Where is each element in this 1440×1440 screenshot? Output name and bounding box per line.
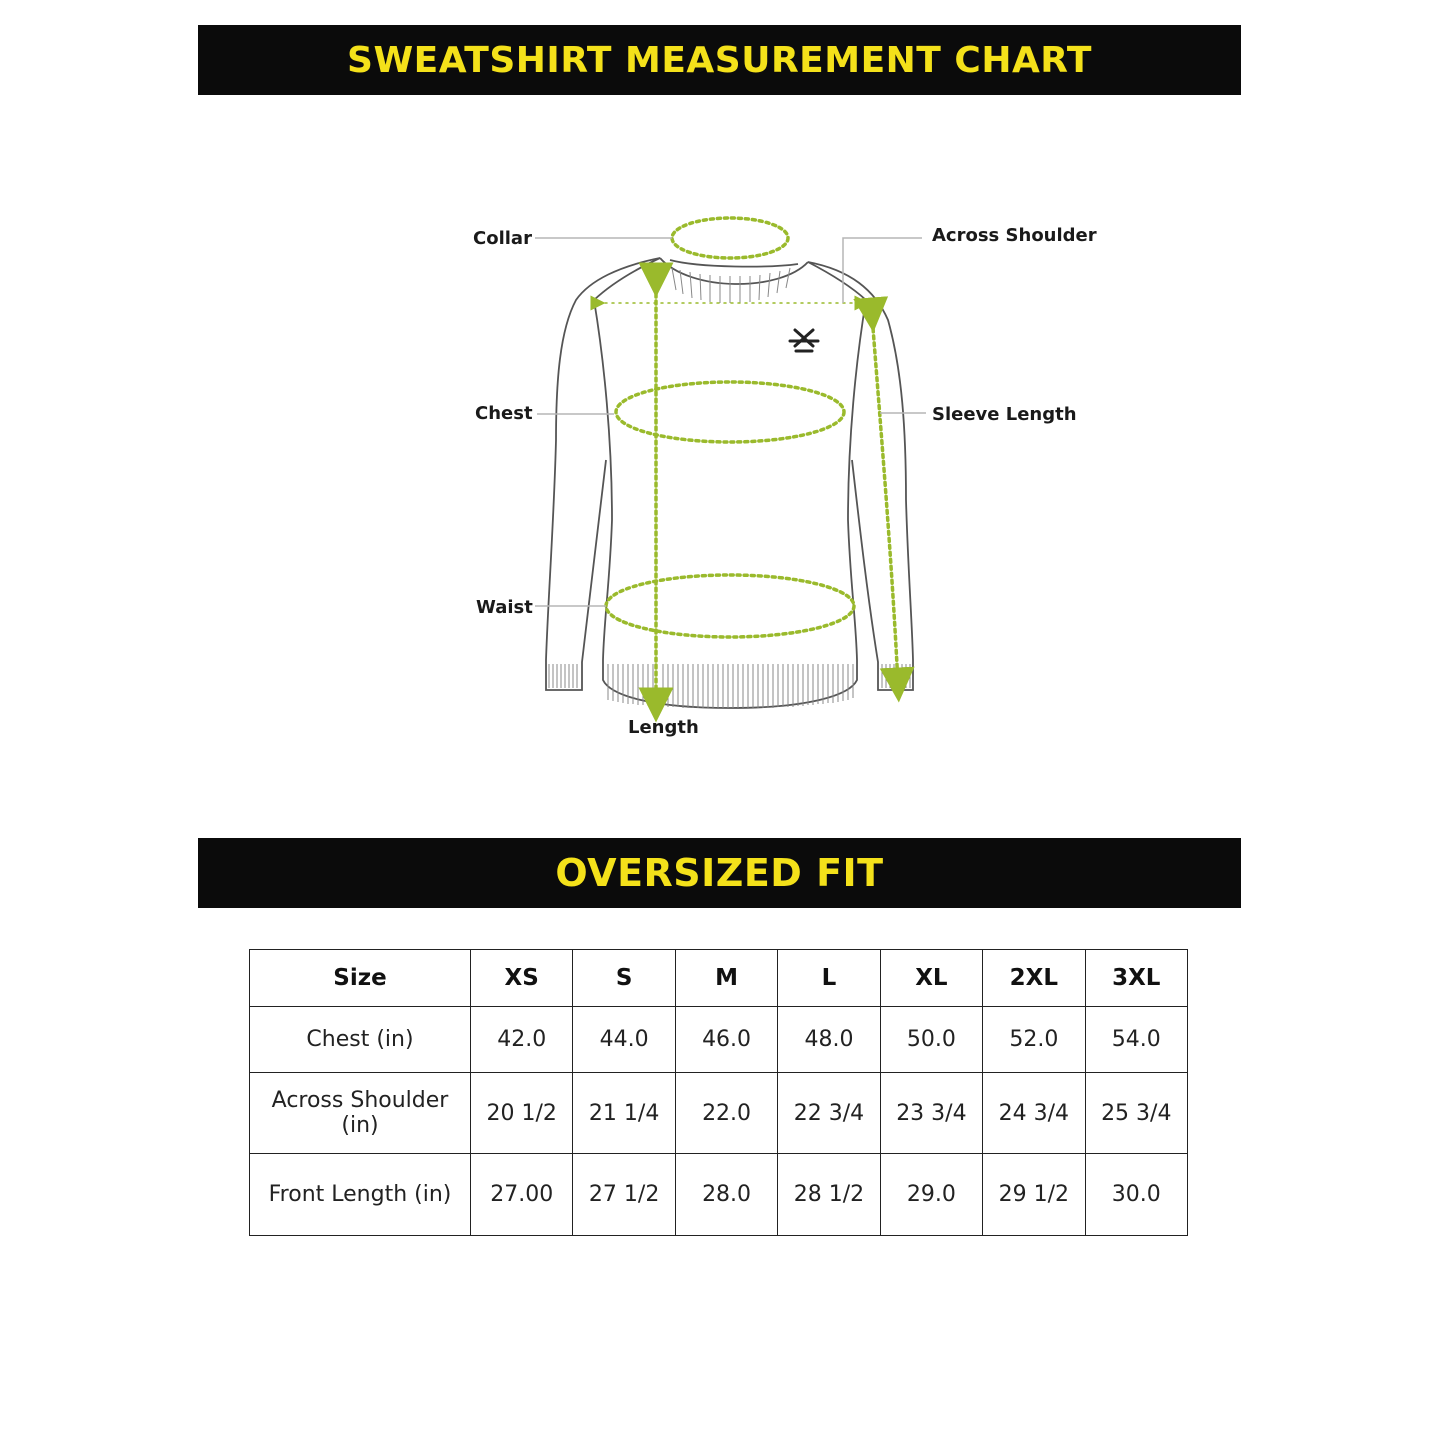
collar-measure xyxy=(672,218,788,258)
length-label: Length xyxy=(628,717,699,738)
table-cell: 22.0 xyxy=(675,1073,777,1153)
column-header: M xyxy=(675,950,777,1007)
fit-title: OVERSIZED FIT xyxy=(555,851,884,895)
collar-label: Collar xyxy=(473,228,532,249)
table-cell: 21 1/4 xyxy=(573,1073,675,1153)
fit-banner xyxy=(198,838,1241,908)
table-cell: 42.0 xyxy=(471,1007,573,1073)
sleeve-length-label: Sleeve Length xyxy=(932,404,1077,425)
table-cell: 44.0 xyxy=(573,1007,675,1073)
page-title: SWEATSHIRT MEASUREMENT CHART xyxy=(347,39,1092,81)
row-label: Chest (in) xyxy=(250,1007,471,1073)
table-cell: 22 3/4 xyxy=(778,1073,880,1153)
table-cell: 23 3/4 xyxy=(880,1073,982,1153)
table-cell: 29.0 xyxy=(880,1153,982,1235)
table-cell: 25 3/4 xyxy=(1085,1073,1187,1153)
table-cell: 20 1/2 xyxy=(471,1073,573,1153)
column-header: Size xyxy=(250,950,471,1007)
chest-label: Chest xyxy=(475,403,533,424)
column-header: L xyxy=(778,950,880,1007)
table-cell: 28.0 xyxy=(675,1153,777,1235)
table-cell: 46.0 xyxy=(675,1007,777,1073)
table-cell: 30.0 xyxy=(1085,1153,1187,1235)
sweatshirt-outline xyxy=(546,258,913,708)
table-cell: 24 3/4 xyxy=(983,1073,1085,1153)
table-cell: 54.0 xyxy=(1085,1007,1187,1073)
across-shoulder-label: Across Shoulder xyxy=(932,225,1097,246)
table-cell: 48.0 xyxy=(778,1007,880,1073)
table-header-row xyxy=(250,950,1188,1007)
column-header: S xyxy=(573,950,675,1007)
table-row xyxy=(250,1073,1188,1153)
chest-measure xyxy=(616,382,844,442)
waist-label: Waist xyxy=(476,597,533,618)
column-header: XL xyxy=(880,950,982,1007)
table-cell: 50.0 xyxy=(880,1007,982,1073)
table-cell: 27 1/2 xyxy=(573,1153,675,1235)
table-cell: 52.0 xyxy=(983,1007,1085,1073)
table-cell: 28 1/2 xyxy=(778,1153,880,1235)
table-cell: 27.00 xyxy=(471,1153,573,1235)
table-row xyxy=(250,1007,1188,1073)
table-row xyxy=(250,1153,1188,1235)
column-header: 3XL xyxy=(1085,950,1187,1007)
crossed-logo-icon xyxy=(790,330,818,351)
row-label: Across Shoulder (in) xyxy=(250,1073,471,1153)
size-table xyxy=(249,949,1188,1236)
sleeve-measure xyxy=(872,315,898,685)
table-cell: 29 1/2 xyxy=(983,1153,1085,1235)
waist-measure xyxy=(606,575,854,637)
column-header: 2XL xyxy=(983,950,1085,1007)
column-header: XS xyxy=(471,950,573,1007)
row-label: Front Length (in) xyxy=(250,1153,471,1235)
